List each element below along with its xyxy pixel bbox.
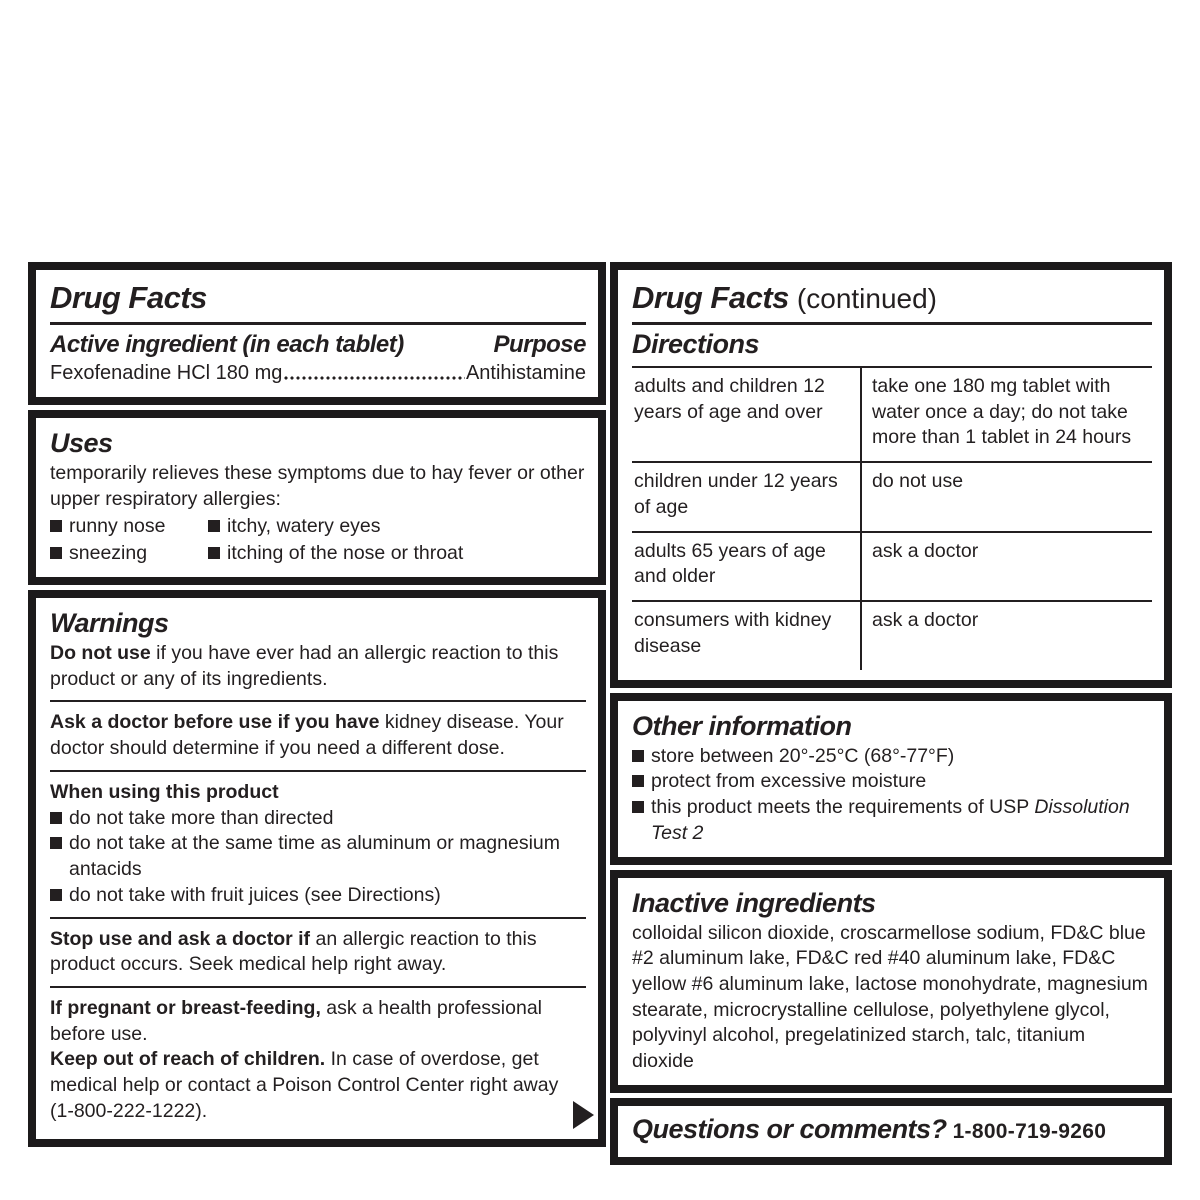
stop-use-text xyxy=(50,927,586,978)
do-not-use-rest: if you have ever had an allergic reaction to this product or any of its ingredients. xyxy=(50,641,559,690)
directions-who-cell: children under 12 years of age xyxy=(634,470,838,518)
active-ingredient-heading: Active ingredient (in each tablet) xyxy=(50,331,404,358)
drug-facts-title-text: Drug Facts xyxy=(632,280,789,315)
warnings-divider xyxy=(50,700,586,702)
other-information-heading: Other information xyxy=(632,710,852,741)
usp-bullet-italic: Dissolution Test 2 xyxy=(651,796,1130,844)
list-item xyxy=(208,541,586,567)
stop-use-rest: an allergic reaction to this product occurs. Seek medical help right away. xyxy=(50,927,537,976)
inactive-ingredients-heading: Inactive ingredients xyxy=(632,887,876,918)
list-item xyxy=(50,883,586,909)
when-using-heading: When using this product xyxy=(50,780,279,803)
keep-out-lead: Keep out of reach of children. xyxy=(50,1048,326,1071)
directions-box xyxy=(610,262,1172,688)
when-using-bullet-label: do not take more than directed xyxy=(69,806,334,829)
dot-leader xyxy=(283,374,465,382)
warnings-box xyxy=(28,590,606,1147)
other-info-bullet-label: protect from excessive moisture xyxy=(651,770,927,793)
drug-facts-continued-title xyxy=(632,276,1152,322)
keep-out-rest: In case of overdose, get medical help or contact a Poison Control Center right away (1-800-222-1222). xyxy=(50,1048,559,1122)
directions-table xyxy=(632,366,1152,670)
continued-suffix: (continued) xyxy=(796,283,938,314)
questions-box xyxy=(610,1098,1172,1165)
warnings-divider xyxy=(50,917,586,919)
uses-box xyxy=(28,410,606,585)
list-item xyxy=(50,806,586,832)
continued-arrow-icon xyxy=(573,1101,594,1129)
table-row xyxy=(632,463,1152,532)
questions-heading: Questions or comments? xyxy=(632,1113,947,1144)
pregnant-rest: ask a health professional before use. xyxy=(50,997,542,1045)
do-not-use-lead: Do not use xyxy=(50,641,151,664)
active-ingredient-header xyxy=(50,325,586,359)
directions-what-cell: ask a doctor xyxy=(860,602,1152,669)
directions-what-cell: take one 180 mg tablet with water once a day; do not take more than 1 tablet in 24 hours xyxy=(860,368,1152,461)
uses-bullet-list xyxy=(50,514,586,566)
square-bullet-icon xyxy=(208,547,220,559)
square-bullet-icon xyxy=(632,801,644,813)
directions-who-cell: adults and children 12 years of age and over xyxy=(634,375,825,423)
warnings-heading: Warnings xyxy=(50,607,169,638)
directions-what-cell: do not use xyxy=(860,463,1152,530)
uses-bullet-label: sneezing xyxy=(69,542,148,565)
ingredient-name: Fexofenadine HCl 180 mg xyxy=(50,362,283,384)
left-column xyxy=(28,262,606,1147)
list-item xyxy=(50,541,208,567)
square-bullet-icon xyxy=(208,520,220,532)
directions-who-cell: consumers with kidney disease xyxy=(634,609,832,657)
directions-who-cell: adults 65 years of age and older xyxy=(634,539,826,588)
square-bullet-icon xyxy=(632,750,644,762)
square-bullet-icon xyxy=(50,547,62,559)
list-item xyxy=(632,769,1152,795)
square-bullet-icon xyxy=(50,837,62,849)
list-item xyxy=(632,795,1152,846)
table-row xyxy=(632,533,1152,602)
ask-doctor-lead: Ask a doctor before use if you have xyxy=(50,711,380,734)
warnings-divider xyxy=(50,986,586,988)
when-using-bullet-label: do not take with fruit juices (see Directions) xyxy=(69,883,441,906)
do-not-use-text xyxy=(50,641,586,692)
square-bullet-icon xyxy=(50,889,62,901)
other-info-bullet-label: store between 20°-25°C (68°-77°F) xyxy=(651,744,955,767)
directions-what-cell: ask a doctor xyxy=(860,533,1152,600)
drug-facts-header-box xyxy=(28,262,606,405)
pregnant-lead: If pregnant or breast-feeding, xyxy=(50,997,321,1020)
keep-out-text xyxy=(50,1047,586,1124)
table-row xyxy=(632,602,1152,669)
list-item xyxy=(208,514,586,540)
table-row xyxy=(632,368,1152,463)
list-item xyxy=(50,831,586,882)
questions-phone-number: 1-800-719-9260 xyxy=(952,1119,1107,1143)
usp-bullet-text: this product meets the requirements of USP xyxy=(651,796,1035,819)
when-using-bullet-list xyxy=(50,806,586,909)
stop-use-lead: Stop use and ask a doctor if xyxy=(50,927,311,950)
uses-bullet-label: runny nose xyxy=(69,515,166,538)
drug-facts-label xyxy=(28,262,1172,1165)
active-ingredient-row xyxy=(50,359,586,387)
other-info-usp-bullet-label xyxy=(651,795,1152,846)
uses-heading: Uses xyxy=(50,428,113,458)
when-using-bullet-label: do not take at the same time as aluminum or magnesium antacids xyxy=(69,832,560,881)
uses-bullet-label: itchy, watery eyes xyxy=(227,515,381,538)
uses-intro: temporarily relieves these symptoms due to hay fever or other upper respiratory allergies: xyxy=(50,462,585,510)
directions-heading: Directions xyxy=(632,329,760,359)
inactive-ingredients-box xyxy=(610,870,1172,1093)
uses-bullet-label: itching of the nose or throat xyxy=(227,542,464,565)
ask-doctor-rest: kidney disease. Your doctor should determine if you need a different dose. xyxy=(50,711,564,760)
list-item xyxy=(50,514,208,540)
other-information-bullet-list xyxy=(632,744,1152,847)
list-item xyxy=(632,744,1152,770)
purpose-heading: Purpose xyxy=(493,331,586,358)
right-column xyxy=(610,262,1172,1165)
questions-row xyxy=(632,1112,1152,1147)
square-bullet-icon xyxy=(632,775,644,787)
square-bullet-icon xyxy=(50,520,62,532)
drug-facts-title: Drug Facts xyxy=(50,280,207,315)
square-bullet-icon xyxy=(50,812,62,824)
inactive-ingredients-text: colloidal silicon dioxide, croscarmellose sodium, FD&C blue #2 aluminum lake, FD&C red #40 aluminum lake, FD&C yellow #6 aluminum lake, lactose monohydrate, magnesium stearate, microcrystalline cellulose, polyethylene glycol, polyvinyl alcohol, pregelatinized starch, talc, titanium dioxide xyxy=(632,921,1148,1073)
pregnant-text xyxy=(50,996,586,1047)
warnings-divider xyxy=(50,770,586,772)
ingredient-purpose: Antihistamine xyxy=(465,362,586,384)
ask-doctor-text xyxy=(50,710,586,761)
other-information-box xyxy=(610,693,1172,865)
